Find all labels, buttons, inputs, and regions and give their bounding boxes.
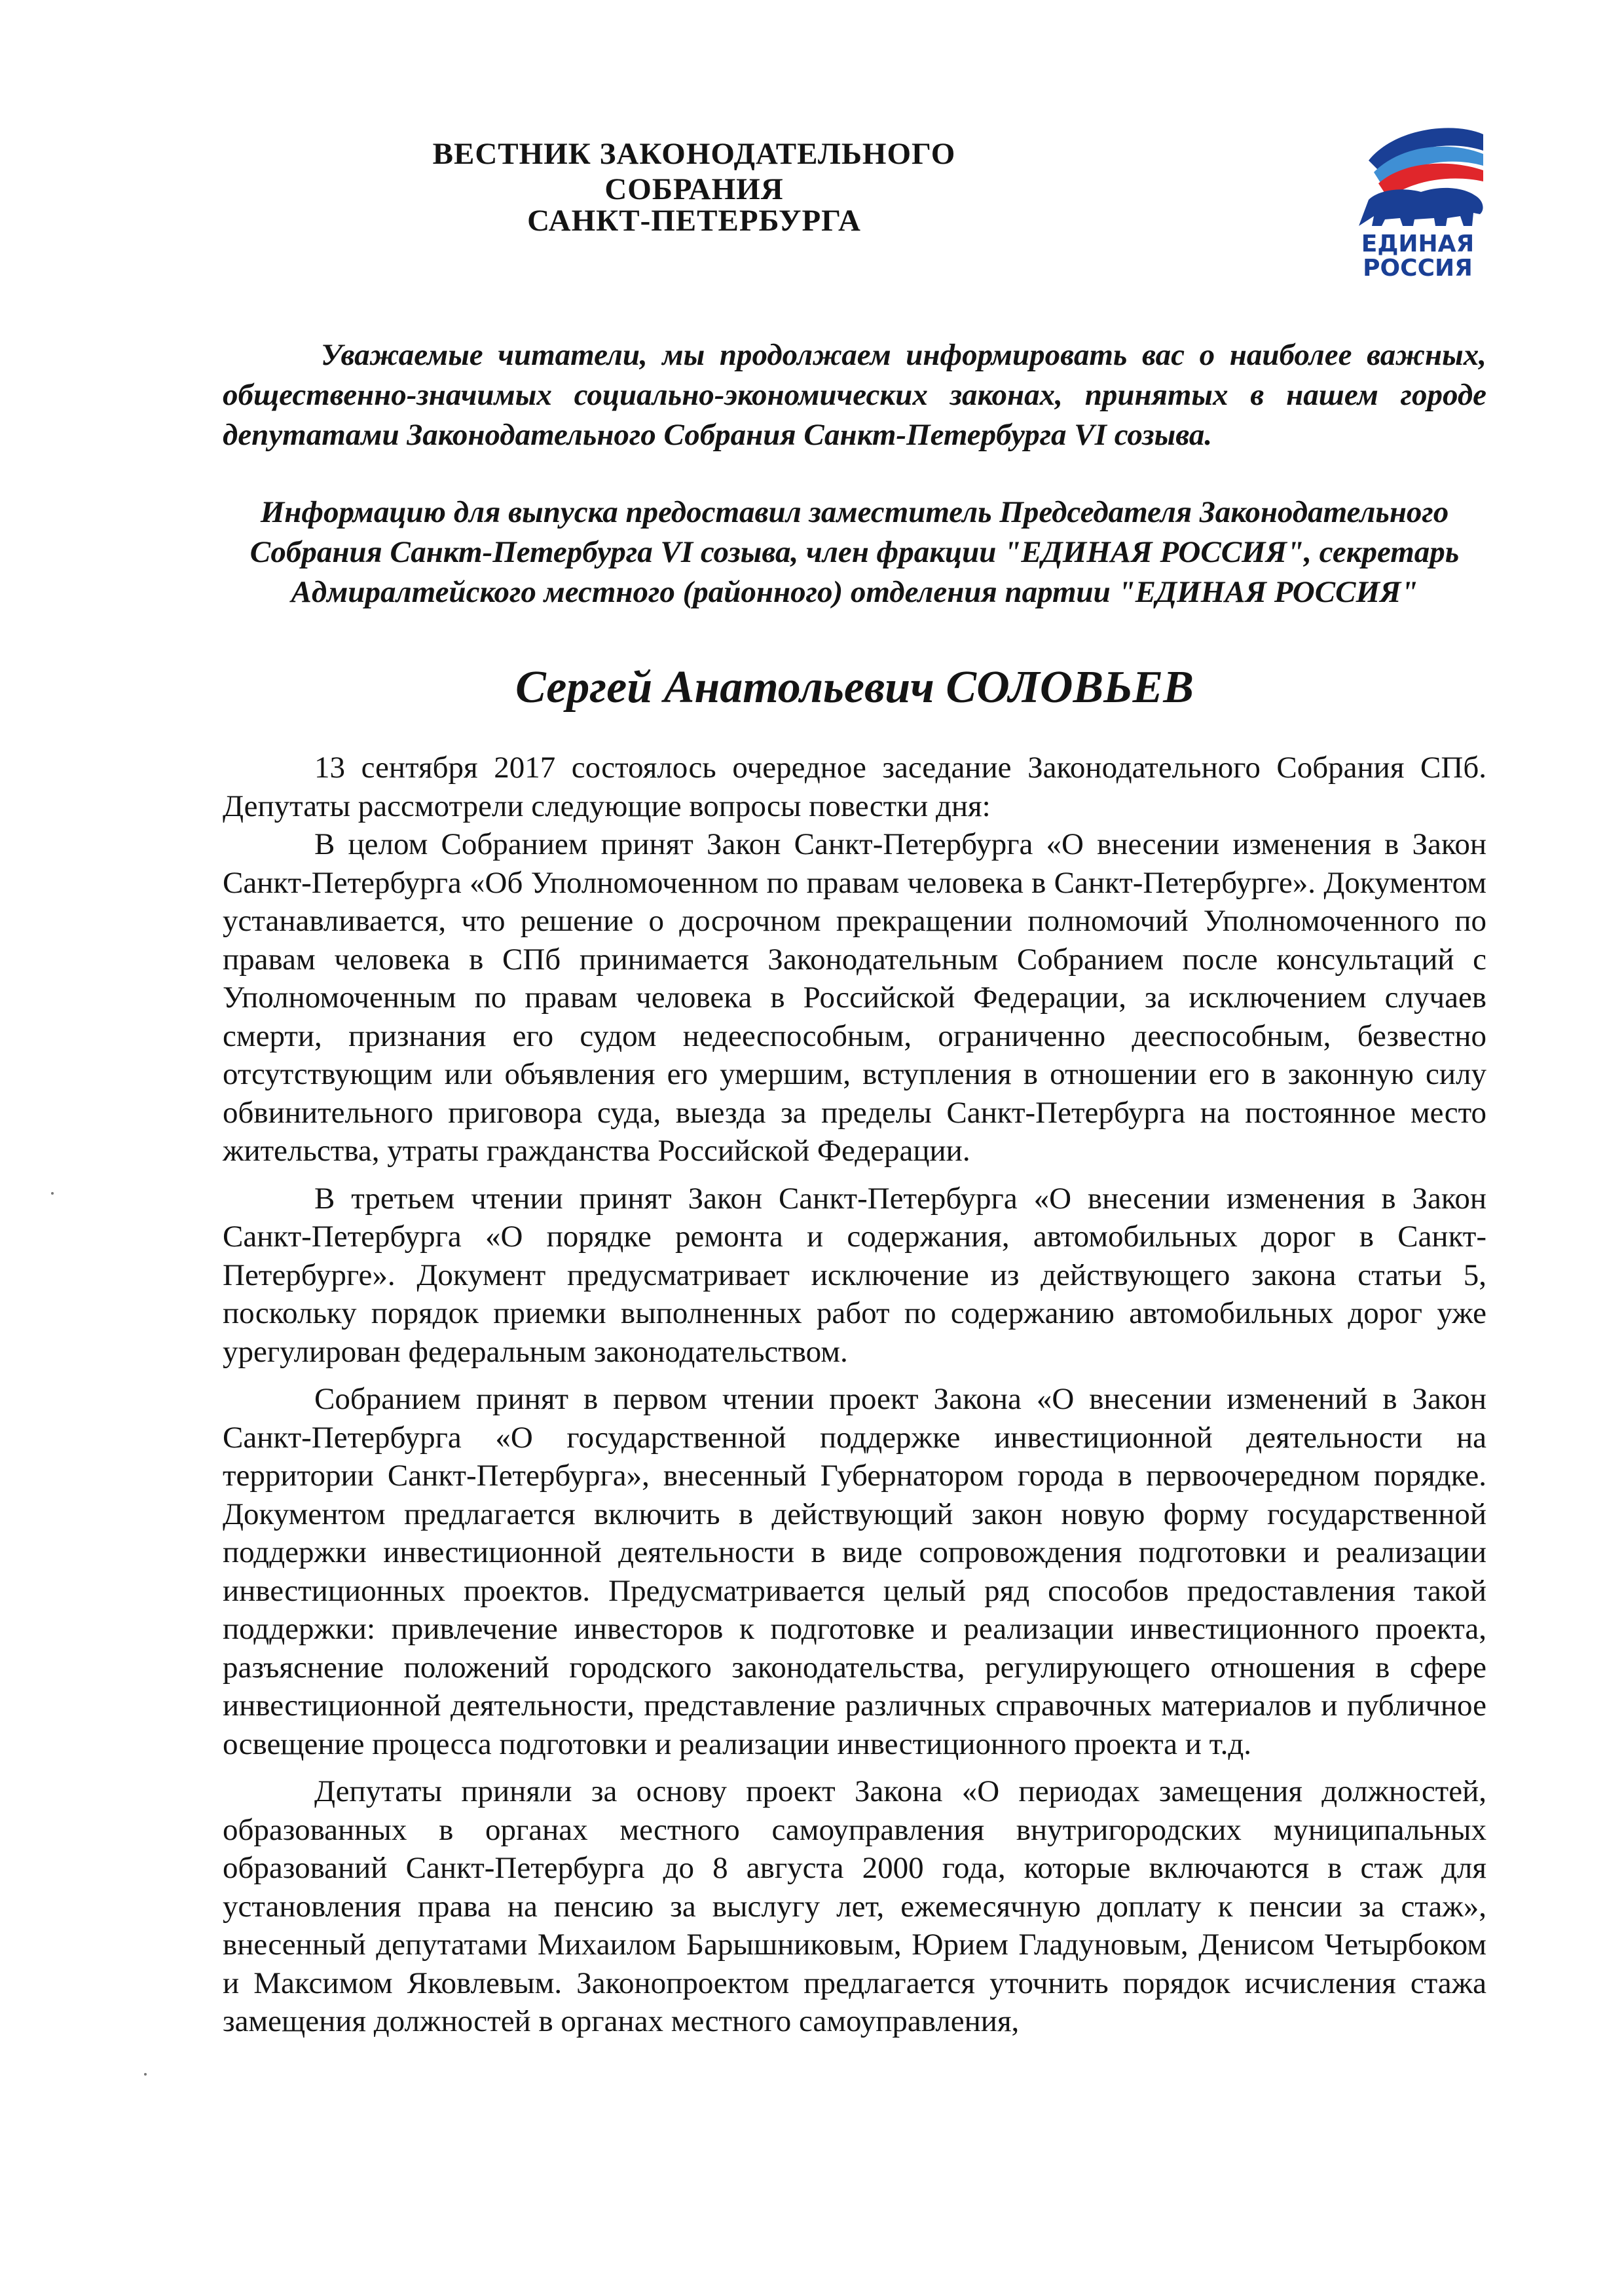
- scan-speck: [144, 2073, 147, 2076]
- article-body: [223, 749, 1486, 2050]
- body-paragraph-3: В третьем чтении принят Закон Санкт-Петербурга «О внесении изменения в Закон Санкт-Петербурга «О порядке ремонта и содержания, автомобильных дорог в Санкт-Петербурге». Документ предусматривает исключение из действующего закона статьи 5, поскольку порядок приемки выполненных работ по содержанию автомобильных дорог уже урегулирован федеральным законодательством.: [223, 1181, 1486, 1369]
- author-name: Сергей Анатольевич СОЛОВЬЕВ: [515, 662, 1194, 713]
- logo-text-line2: РОССИЯ: [1363, 255, 1473, 282]
- body-paragraph-5: Депутаты приняли за основу проект Закона «О периодах замещения должностей, образованных в органах местного самоуправления внутригородских муниципальных образований Санкт-Петербурга до 8 августа 2000 года, которые включаются в стаж для установления права на пенсию за выслугу лет, ежемесячную доплату к пенсии за стаж», внесенный депутатами Михаилом Барышниковым, Юрием Гладуновым, Денисом Четырбоком и Максимом Яковлевым. Законопроектом предлагается уточнить порядок исчисления стажа замещения должностей в органах местного самоуправления,: [223, 1774, 1486, 2038]
- scan-speck: [51, 1192, 54, 1195]
- masthead-title: ВЕСТНИК ЗАКОНОДАТЕЛЬНОГО СОБРАНИЯ: [432, 137, 956, 206]
- body-paragraph-1: 13 сентября 2017 состоялось очередное заседание Законодательного Собрания СПб. Депутаты рассмотрели следующие вопросы повестки дня:: [223, 751, 1486, 823]
- masthead-subtitle: САНКТ-ПЕТЕРБУРГА: [527, 204, 861, 238]
- logo-text-line1: ЕДИНАЯ: [1361, 231, 1475, 257]
- body-paragraph-2: В целом Собранием принят Закон Санкт-Петербурга «О внесении изменения в Закон Санкт-Петербурга «Об Уполномоченном по правам человека в Санкт-Петербурге». Документом устанавливается, что решение о досрочном прекращении полномочий Уполномоченного по правам человека в СПб принимается Законодательным Собранием после консультаций с Уполномоченным по правам человека в Российской Федерации, за исключением случаев смерти, признания его судом недееспособным, ограниченно дееспособным, безвестно отсутствующим или объявления его умершим, вступления в отношении его в законную силу обвинительного приговора суда, выезда за пределы Санкт-Петербурга на постоянное место жительства, утраты гражданства Российской Федерации.: [223, 827, 1486, 1168]
- body-paragraph-4: Собранием принят в первом чтении проект Закона «О внесении изменений в Закон Санкт-Петербурга «О государственной поддержке инвестиционной деятельности на территории Санкт-Петербурга», внесенный Губернатором города в первоочередном порядке. Документом предлагается включить в действующий закон новую форму государственной поддержки инвестиционной деятельности в виде сопровождения подготовки и реализации инвестиционных проектов. Предусматривается целый ряд способов предоставления такой поддержки: привлечение инвесторов к подготовке и реализации инвестиционного проекта, разъяснение положений городского законодательства, регулирующего отношения в сфере инвестиционной деятельности, представление различных справочных материалов и публичное освещение процесса подготовки и реализации инвестиционного проекта и т.д.: [223, 1382, 1486, 1761]
- party-logo: [1342, 121, 1493, 285]
- bear-flag-emblem-icon: [1342, 121, 1493, 233]
- source-info-paragraph: Информацию для выпуска предоставил заместитель Председателя Законодательного Собрания Санкт-Петербурга VI созыва, член фракции "ЕДИНАЯ РОССИЯ", секретарь Адмиралтейского местного (районного) отделения партии "ЕДИНАЯ РОССИЯ": [249, 495, 1460, 609]
- intro-paragraph: Уважаемые читатели, мы продолжаем информировать вас о наиболее важных, общественно-значимых социально-экономических законах, принятых в нашем городе депутатами Законодательного Собрания Санкт-Петербурга VI созыва.: [223, 338, 1486, 452]
